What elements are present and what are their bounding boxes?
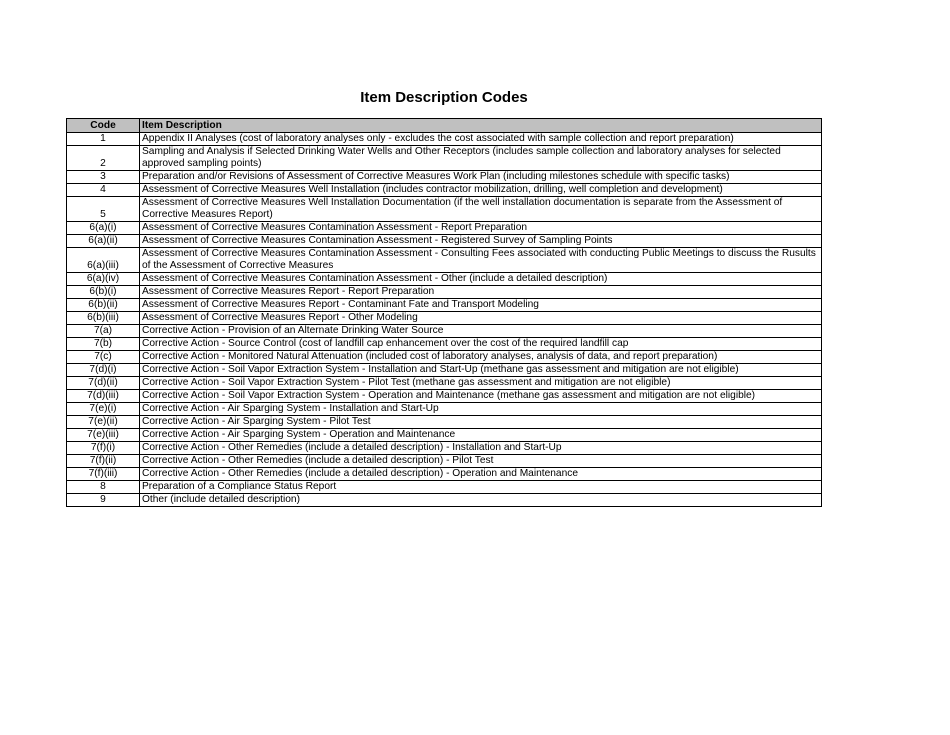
code-cell: 6(a)(iii)	[67, 248, 140, 273]
description-cell: Assessment of Corrective Measures Well Installation Documentation (if the well installation documentation is separate from the Assessment of Corrective Measures Report)	[140, 197, 822, 222]
description-cell: Corrective Action - Monitored Natural Attenuation (included cost of laboratory analyses, analysis of data, and report preparation)	[140, 351, 822, 364]
description-cell: Assessment of Corrective Measures Contamination Assessment - Consulting Fees associated with conducting Public Meetings to discuss the Rusults of the Assessment of Corrective Measures	[140, 248, 822, 273]
code-cell: 7(f)(ii)	[67, 455, 140, 468]
description-cell: Assessment of Corrective Measures Report - Report Preparation	[140, 286, 822, 299]
table-row	[67, 403, 822, 416]
table-row	[67, 442, 822, 455]
description-cell: Preparation of a Compliance Status Report	[140, 481, 822, 494]
table-row	[67, 390, 822, 403]
code-cell: 7(c)	[67, 351, 140, 364]
table-row	[67, 184, 822, 197]
code-cell: 6(a)(i)	[67, 222, 140, 235]
code-cell: 6(a)(ii)	[67, 235, 140, 248]
description-cell: Sampling and Analysis if Selected Drinking Water Wells and Other Receptors (includes sample collection and laboratory analyses for selected approved sampling points)	[140, 146, 822, 171]
code-cell: 8	[67, 481, 140, 494]
code-cell: 9	[67, 494, 140, 507]
description-cell: Corrective Action - Soil Vapor Extraction System - Installation and Start-Up (methane gas assessment and mitigation are not eligible)	[140, 364, 822, 377]
table-row	[67, 235, 822, 248]
description-cell: Corrective Action - Air Sparging System - Pilot Test	[140, 416, 822, 429]
description-cell: Corrective Action - Other Remedies (include a detailed description) - Operation and Maintenance	[140, 468, 822, 481]
table-row	[67, 455, 822, 468]
code-cell: 7(d)(iii)	[67, 390, 140, 403]
description-cell: Appendix II Analyses (cost of laboratory analyses only - excludes the cost associated with sample collection and report preparation)	[140, 133, 822, 146]
description-cell: Corrective Action - Other Remedies (include a detailed description) - Pilot Test	[140, 455, 822, 468]
code-cell: 7(b)	[67, 338, 140, 351]
code-cell: 7(e)(i)	[67, 403, 140, 416]
description-cell: Assessment of Corrective Measures Contamination Assessment - Report Preparation	[140, 222, 822, 235]
table-row	[67, 273, 822, 286]
description-cell: Assessment of Corrective Measures Contamination Assessment - Registered Survey of Sampling Points	[140, 235, 822, 248]
description-cell: Corrective Action - Air Sparging System - Operation and Maintenance	[140, 429, 822, 442]
description-cell: Corrective Action - Air Sparging System - Installation and Start-Up	[140, 403, 822, 416]
page-title: Item Description Codes	[360, 89, 528, 106]
table-row	[67, 468, 822, 481]
code-cell: 1	[67, 133, 140, 146]
code-cell: 2	[67, 146, 140, 171]
table-row	[67, 312, 822, 325]
description-cell: Other (include detailed description)	[140, 494, 822, 507]
table-row	[67, 364, 822, 377]
code-cell: 7(d)(i)	[67, 364, 140, 377]
code-cell: 5	[67, 197, 140, 222]
description-cell: Assessment of Corrective Measures Contamination Assessment - Other (include a detailed description)	[140, 273, 822, 286]
table-row	[67, 325, 822, 338]
code-cell: 6(b)(iii)	[67, 312, 140, 325]
table-row	[67, 351, 822, 364]
description-cell: Corrective Action - Other Remedies (include a detailed description) - Installation and Start-Up	[140, 442, 822, 455]
table-row	[67, 248, 822, 273]
code-cell: 6(a)(iv)	[67, 273, 140, 286]
column-header-code: Code	[67, 119, 140, 133]
code-cell: 7(a)	[67, 325, 140, 338]
code-cell: 6(b)(ii)	[67, 299, 140, 312]
table-row	[67, 429, 822, 442]
code-cell: 4	[67, 184, 140, 197]
table-row	[67, 338, 822, 351]
table-row	[67, 171, 822, 184]
table-row	[67, 146, 822, 171]
table-row	[67, 222, 822, 235]
table-row	[67, 299, 822, 312]
table-row	[67, 377, 822, 390]
code-cell: 6(b)(i)	[67, 286, 140, 299]
table-row	[67, 494, 822, 507]
code-cell: 7(e)(iii)	[67, 429, 140, 442]
code-cell: 3	[67, 171, 140, 184]
code-cell: 7(f)(iii)	[67, 468, 140, 481]
description-cell: Corrective Action - Soil Vapor Extraction System - Operation and Maintenance (methane gas assessment and mitigation are not eligible)	[140, 390, 822, 403]
description-cell: Assessment of Corrective Measures Report - Contaminant Fate and Transport Modeling	[140, 299, 822, 312]
table-header-row	[67, 119, 822, 133]
code-cell: 7(f)(i)	[67, 442, 140, 455]
table-row	[67, 416, 822, 429]
description-cell: Corrective Action - Soil Vapor Extraction System - Pilot Test (methane gas assessment and mitigation are not eligible)	[140, 377, 822, 390]
description-cell: Corrective Action - Source Control (cost of landfill cap enhancement over the cost of the required landfill cap	[140, 338, 822, 351]
table-row	[67, 481, 822, 494]
code-cell: 7(d)(ii)	[67, 377, 140, 390]
table-row	[67, 286, 822, 299]
table-row	[67, 133, 822, 146]
column-header-description: Item Description	[140, 119, 822, 133]
table-row	[67, 197, 822, 222]
description-cell: Corrective Action - Provision of an Alternate Drinking Water Source	[140, 325, 822, 338]
description-cell: Preparation and/or Revisions of Assessment of Corrective Measures Work Plan (including milestones schedule with specific tasks)	[140, 171, 822, 184]
code-cell: 7(e)(ii)	[67, 416, 140, 429]
item-description-codes-table	[66, 118, 822, 507]
description-cell: Assessment of Corrective Measures Well Installation (includes contractor mobilization, drilling, well completion and development)	[140, 184, 822, 197]
description-cell: Assessment of Corrective Measures Report - Other Modeling	[140, 312, 822, 325]
